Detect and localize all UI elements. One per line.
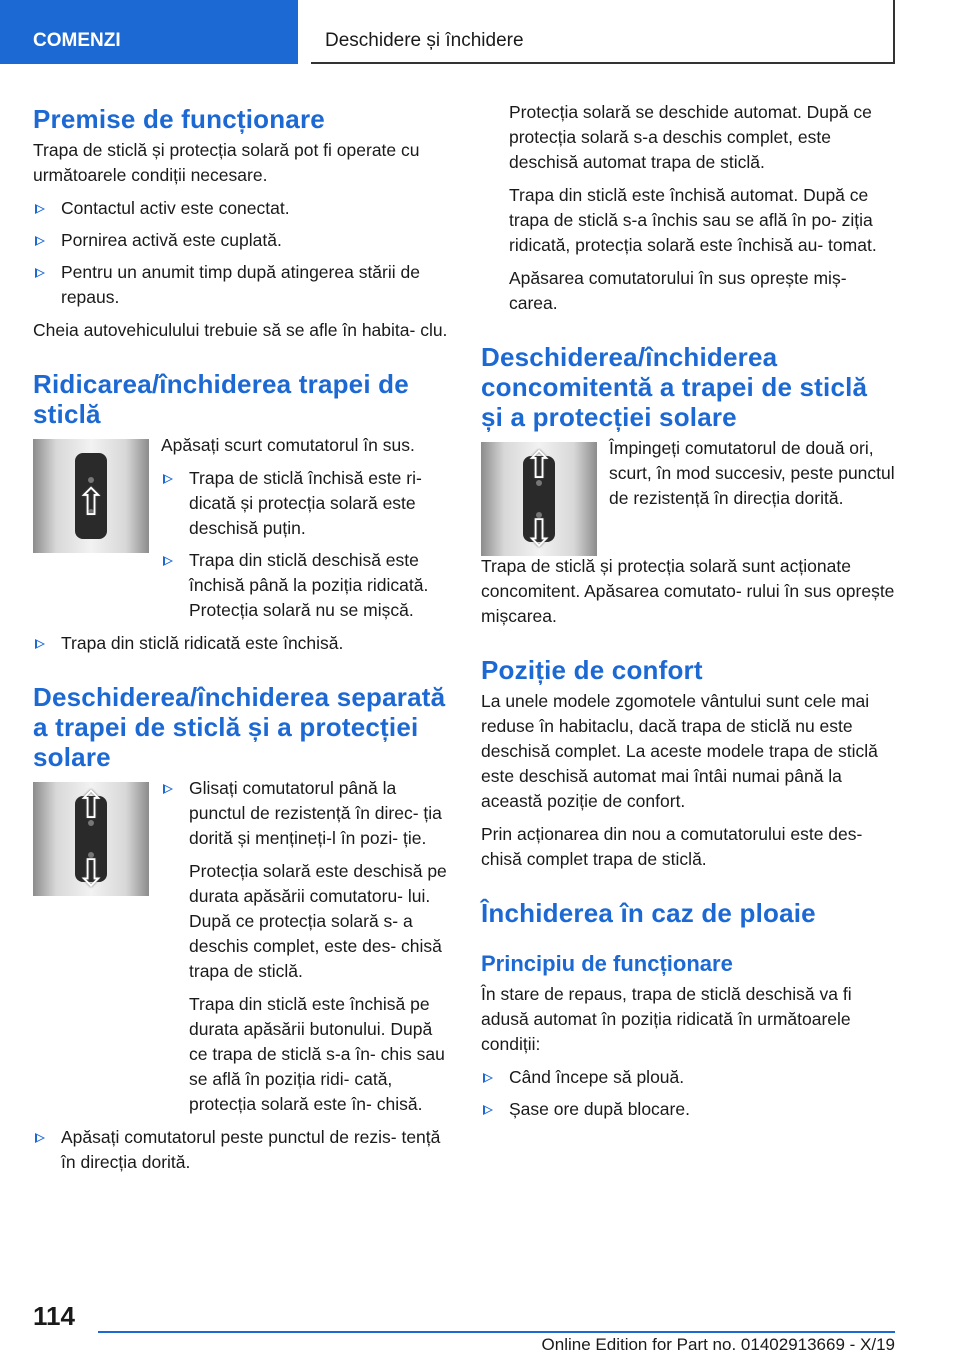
paragraph: În stare de repaus, trapa de sticlă deschisă va fi adusă automat în poziția ridicată în următoarele condiții:	[481, 984, 852, 1054]
paragraph: Prin acționarea din nou a comutatorului este des- chisă complet trapa de sticlă.	[481, 824, 863, 869]
list-item: Apăsați comutatorul peste punctul de rezis- tență în direcția dorită.	[33, 1125, 451, 1175]
paragraph: Trapa din sticlă este închisă automat. După ce trapa de sticlă s-a închis sau se află în po- ziția ridicată, protecția solară este închisă au- tomat.	[509, 185, 877, 255]
conditions-list	[481, 1065, 895, 1122]
heading-separata: Deschiderea/închiderea separată a trapei de sticlă și a protecției solare	[33, 682, 446, 772]
bullet-triangle-icon	[35, 268, 45, 278]
arrow-up-icon: ⇧	[75, 785, 107, 827]
paragraph: Trapa de sticlă și protecția solară sunt acționate concomitent. Apăsarea comutato- rului în sus oprește mișcarea.	[481, 556, 895, 626]
heading-ridicare: Ridicarea/închiderea trapei de sticlă	[33, 369, 409, 429]
list-item: Pentru un anumit timp după atingerea stării de repaus.	[33, 260, 451, 310]
chapter-tab[interactable]: COMENZI	[0, 0, 298, 64]
right-column	[481, 100, 895, 1130]
result-list	[33, 631, 451, 656]
list-item: Trapa din sticlă deschisă este închisă până la poziția ridicată. Protecția solară nu se mișcă.	[161, 548, 451, 623]
figure-row	[33, 776, 451, 1117]
bullet-triangle-icon	[483, 1073, 493, 1083]
heading-premise: Premise de funcționare	[33, 104, 325, 134]
subheading-principiu: Principiu de funcționare	[481, 951, 733, 976]
bullet-triangle-icon	[163, 556, 173, 566]
figure-row	[481, 436, 895, 554]
edition-note: Online Edition for Part no. 01402913669 - X/19	[541, 1335, 895, 1354]
arrow-down-icon: ⇩	[75, 853, 107, 895]
page-number: 114	[33, 1301, 75, 1331]
continued-text	[481, 100, 895, 316]
arrow-up-icon: ⇧	[75, 482, 107, 524]
result-list	[161, 466, 451, 623]
footer-divider	[98, 1331, 895, 1333]
switch-up-down-illustration	[33, 782, 149, 896]
bullet-triangle-icon	[163, 474, 173, 484]
list-item: Pornirea activă este cuplată.	[33, 228, 451, 253]
paragraph: Cheia autovehiculului trebuie să se afle în habita- clu.	[33, 320, 448, 340]
list-item: Trapa din sticlă ridicată este închisă.	[33, 631, 451, 656]
arrow-down-icon: ⇩	[523, 513, 555, 555]
paragraph: Protecția solară se deschide automat. După ce protecția solară s-a deschis complet, este deschisă automat trapa de sticlă.	[509, 102, 872, 172]
paragraph: Apăsarea comutatorului în sus oprește miș- carea.	[509, 268, 847, 313]
paragraph: La unele modele zgomotele vântului sunt cele mai reduse în habitaclu, dacă trapa de sticlă nu este deschisă complet. La aceste modele trapa de sticlă este deschisă automat mai întâi numai până la această poziție de confort.	[481, 691, 878, 811]
conditions-list	[33, 196, 451, 310]
heading-concomitenta: Deschiderea/închiderea concomitentă a trapei de sticlă și a protecției solare	[481, 342, 868, 432]
bullet-triangle-icon	[35, 639, 45, 649]
paragraph: Trapa din sticlă este închisă pe durata apăsării butonului. După ce trapa de sticlă s-a în- chis sau se află în poziția ridi- cată, protecția solară este în- chisă.	[189, 994, 445, 1114]
bullet-triangle-icon	[35, 236, 45, 246]
paragraph: Protecția solară este deschisă pe durata apăsării comutatoru- lui. După ce protecția solară s- a deschis complet, este des- chisă trapa de sticlă.	[189, 861, 447, 981]
list-item: Șase ore după blocare.	[481, 1097, 895, 1122]
bullet-triangle-icon	[35, 204, 45, 214]
list-item: Glisați comutatorul până la punctul de rezistență în direc- ția dorită și mențineți-l în pozi- ție.	[161, 776, 451, 851]
action-list	[161, 776, 451, 851]
figure-row	[33, 433, 451, 623]
bullet-triangle-icon	[483, 1105, 493, 1115]
arrow-up-icon: ⇧	[523, 445, 555, 487]
action-list	[33, 1125, 451, 1175]
bullet-triangle-icon	[163, 784, 173, 794]
list-item: Contactul activ este conectat.	[33, 196, 451, 221]
instruction-text: Împingeți comutatorul de două ori, scurt, în mod succesiv, peste punctul de rezistență în direcția dorită.	[609, 438, 895, 508]
instruction-text: Apăsați scurt comutatorul în sus.	[161, 435, 415, 455]
left-column	[33, 104, 451, 1183]
heading-confort: Poziție de confort	[481, 655, 703, 685]
section-title: Deschidere și închidere	[311, 0, 895, 64]
paragraph: Trapa de sticlă și protecția solară pot fi operate cu următoarele condiții necesare.	[33, 140, 420, 185]
list-item: Trapa de sticlă închisă este ri- dicată și protecția solară este deschisă puțin.	[161, 466, 451, 541]
bullet-triangle-icon	[35, 1133, 45, 1143]
switch-up-illustration	[33, 439, 149, 553]
list-item: Când începe să plouă.	[481, 1065, 895, 1090]
heading-ploaie: Închiderea în caz de ploaie	[481, 898, 816, 928]
switch-double-press-illustration	[481, 442, 597, 556]
